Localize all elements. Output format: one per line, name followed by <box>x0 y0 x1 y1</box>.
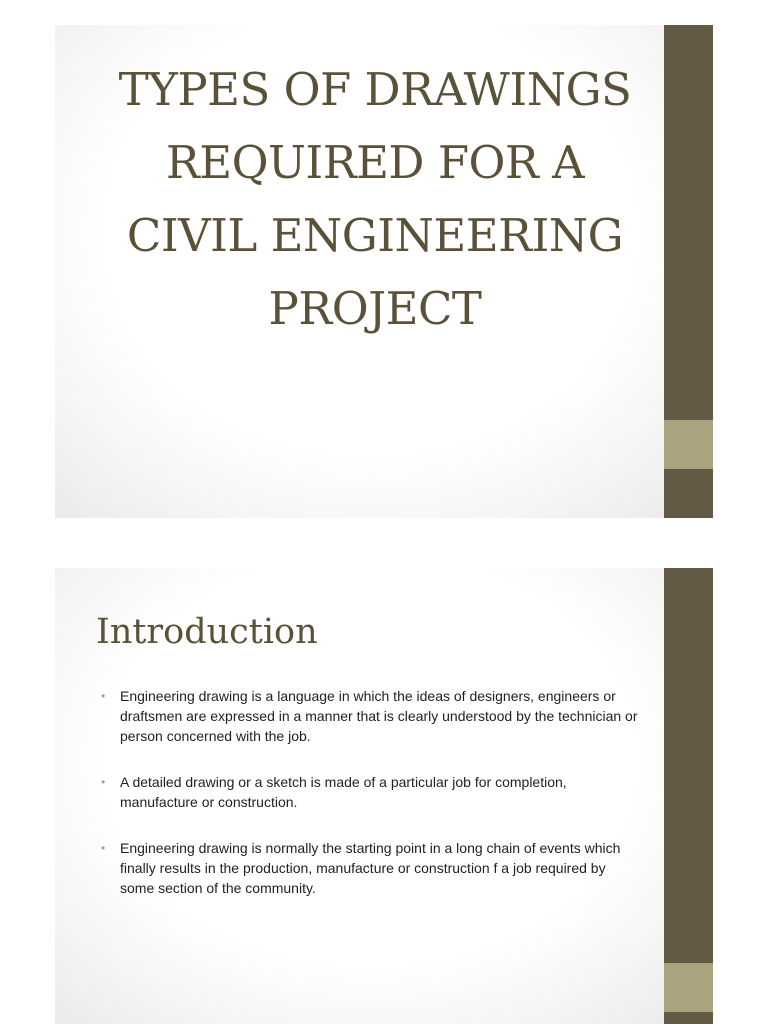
bullet-list <box>101 686 641 924</box>
slide-title: TYPES OF DRAWINGS REQUIRED FOR A CIVIL ENGINEERING PROJECT <box>118 63 632 335</box>
bullet-item <box>101 686 641 746</box>
bullet-icon: • <box>101 775 106 789</box>
slide-heading: Introduction <box>96 612 318 652</box>
bullet-item <box>101 772 641 812</box>
introduction-slide <box>55 568 713 1024</box>
side-bar <box>664 568 713 1024</box>
bullet-item <box>101 838 641 898</box>
bullet-icon: • <box>101 841 106 855</box>
bullet-text: Engineering drawing is normally the starting point in a long chain of events which finally results in the production, manufacture or construction f a job required by some section of the community. <box>120 840 621 896</box>
title-slide <box>55 25 713 518</box>
bullet-icon: • <box>101 689 106 703</box>
side-accent-block <box>664 420 713 469</box>
bullet-text: Engineering drawing is a language in which the ideas of designers, engineers or draftsmen are expressed in a manner that is clearly understood by the technician or person concerned with the job. <box>120 688 638 744</box>
bullet-text: A detailed drawing or a sketch is made of a particular job for completion, manufacture or construction. <box>120 774 567 810</box>
side-accent-block <box>664 963 713 1012</box>
